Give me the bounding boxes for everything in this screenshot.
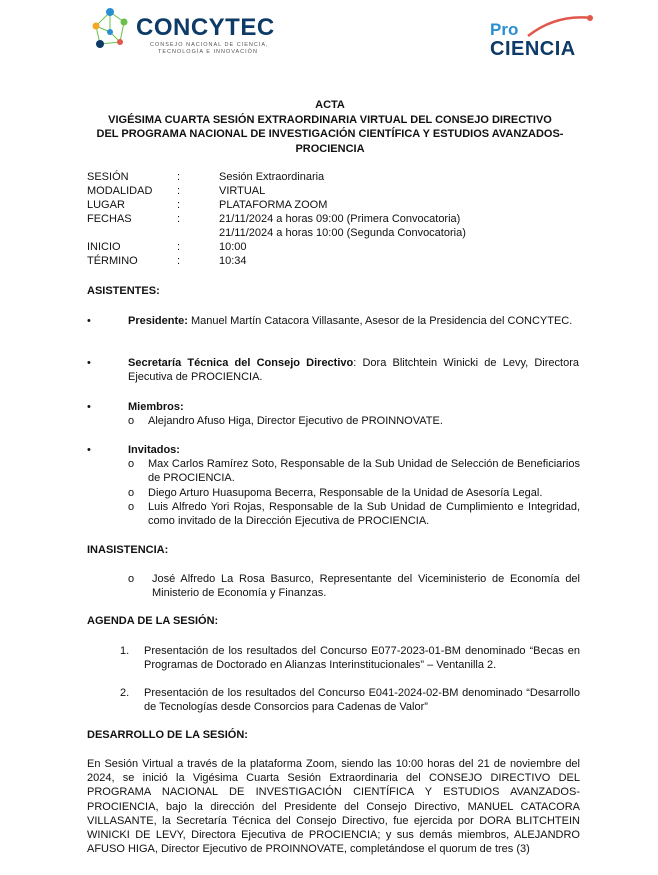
invitado-text: Max Carlos Ramírez Soto, Responsable de la Sub Unidad de Selección de Beneficiarios de PROCIENCIA. [148,458,580,484]
meta-key [87,226,177,240]
meta-key: FECHAS [87,213,132,225]
meta-row [87,226,519,240]
presidente-desc: Manuel Martín Catacora Villasante, Asesor de la Presidencia del CONCYTEC. [187,315,573,327]
meta-key: LUGAR [87,199,125,211]
title-line-3: DEL PROGRAMA NACIONAL DE INVESTIGACIÓN CIENTÍFICA Y ESTUDIOS AVANZADOS- [96,128,564,140]
meta-colon: : [177,171,181,183]
bullet-icon: • [87,444,91,456]
prociencia-ciencia: CIENCIA [490,38,576,60]
agenda-text: Presentación de los resultados del Concurso E077-2023-01-BM denominado “Becas en Programas de Doctorado en Alianzas Interinstitucionales” – Ventanilla 2. [144,645,580,671]
meta-row [87,240,519,254]
secretaria-text [128,357,579,384]
meta-colon: : [177,213,181,225]
asistentes-heading: ASISTENTES: [87,285,160,297]
meta-key: TÉRMINO [87,255,138,267]
miembros-label [128,401,579,415]
inasistencia-text: José Alfredo La Rosa Basurco, Representante del Viceministerio de Economía del Ministerio de Economía y Finanzas. [152,573,580,599]
meta-row [87,184,519,198]
meta-colon: : [177,199,181,211]
agenda-number: 1. [120,645,130,657]
title-line-4: PROCIENCIA [295,142,365,155]
meta-value: PLATAFORMA ZOOM [219,199,328,211]
sub-bullet-icon: o [128,501,135,513]
secretaria-label: Secretaría Técnica del Consejo Directivo [128,357,354,369]
meta-value: 10:00 [219,241,247,253]
bullet-icon: • [87,401,91,413]
prociencia-pro: Pro [490,20,519,39]
meta-key: SESIÓN [87,171,129,183]
concytec-subtitle-line2: TECNOLOGÍA E INNOVACIÓN [158,48,258,55]
prociencia-logo [486,10,606,62]
inasistencia-heading: INASISTENCIA: [87,544,169,556]
desarrollo-paragraph: En Sesión Virtual a través de la plataforma Zoom, siendo las 10:00 horas del 21 de noviembre del 2024, se inició la Vigésima Cuarta Sesión Extraordinaria del CONSEJO DIRECTIVO DEL PROGRAMA NACIONAL DE INVESTIGACIÓN CIENTÍFICA Y ESTUDIOS AVANZADOS-PROCIENCIA, bajo la dirección del Presidente del Consejo Directivo, MANUEL CATACORA VILLASANTE, la Secretaría Técnica del Consejo Directivo, fue ejercida por DORA BLITCHTEIN WINICKI DE LEVY, Directora Ejecutiva de PROCIENCIA; y sus demás miembros, ALEJANDRO AFUSO HIGA, Director Ejecutivo de PROINNOVATE, completándose el quorum de tres (3) [87,758,580,856]
presidente-text [128,315,579,329]
concytec-wordmark: CONCYTEC [136,14,275,41]
desarrollo-heading: DESARROLLO DE LA SESIÓN: [87,729,248,741]
bullet-icon: • [87,357,91,369]
molecule-icon [86,6,134,56]
meta-colon [177,226,219,240]
sub-bullet-icon: o [128,487,135,499]
meta-value: VIRTUAL [219,185,266,197]
agenda-number: 2. [120,687,130,699]
miembros-label-text: Miembros: [128,401,184,413]
agenda-text: Presentación de los resultados del Concurso E041-2024-02-BM denominado “Desarrollo de Tecnologías desde Consorcios para Cadenas de Valor” [144,687,580,713]
concytec-logo [86,6,286,58]
meta-value: Sesión Extraordinaria [219,171,325,183]
secretaria-desc: : Dora Blitchtein Winicki de Levy, Directora Ejecutiva de PROCIENCIA. [128,357,579,383]
sub-bullet-icon: o [128,415,135,427]
meta-value: 21/11/2024 a horas 10:00 (Segunda Convocatoria) [219,227,466,239]
title-line-1: ACTA [315,99,345,111]
presidente-label: Presidente: [128,315,188,327]
agenda-heading: AGENDA DE LA SESIÓN: [87,615,219,627]
document-title [60,98,600,156]
meta-value: 10:34 [219,255,247,267]
invitado-text: Diego Arturo Huasupoma Becerra, Responsable de la Unidad de Asesoría Legal. [148,487,543,499]
meta-colon: : [177,241,181,253]
meta-row [87,198,519,212]
invitados-label-text: Invitados: [128,444,180,456]
session-meta [87,170,519,268]
title-line-2: VIGÉSIMA CUARTA SESIÓN EXTRAORDINARIA VIRTUAL DEL CONSEJO DIRECTIVO [108,113,552,126]
bullet-icon: • [87,315,91,327]
meta-row [87,170,519,184]
invitados-label [128,444,579,458]
sub-bullet-icon: o [128,573,135,585]
meta-colon: : [177,255,181,267]
swoosh-icon [526,10,596,40]
sub-bullet-icon: o [128,458,135,470]
invitado-text: Luis Alfredo Yori Rojas, Responsable de la Sub Unidad de Cumplimiento e Integridad, como invitado de la Dirección Ejecutiva de PROCIENCIA. [148,501,580,527]
meta-row [87,212,519,226]
concytec-subtitle-line1: CONSEJO NACIONAL DE CIENCIA, [150,42,269,48]
concytec-subtitle [150,42,269,55]
meta-colon: : [177,185,181,197]
meta-key: INICIO [87,241,121,253]
miembro-text: Alejandro Afuso Higa, Director Ejecutivo de PROINNOVATE. [148,415,443,427]
meta-row [87,254,519,268]
meta-key: MODALIDAD [87,185,153,197]
meta-value: 21/11/2024 a horas 09:00 (Primera Convocatoria) [219,213,461,225]
